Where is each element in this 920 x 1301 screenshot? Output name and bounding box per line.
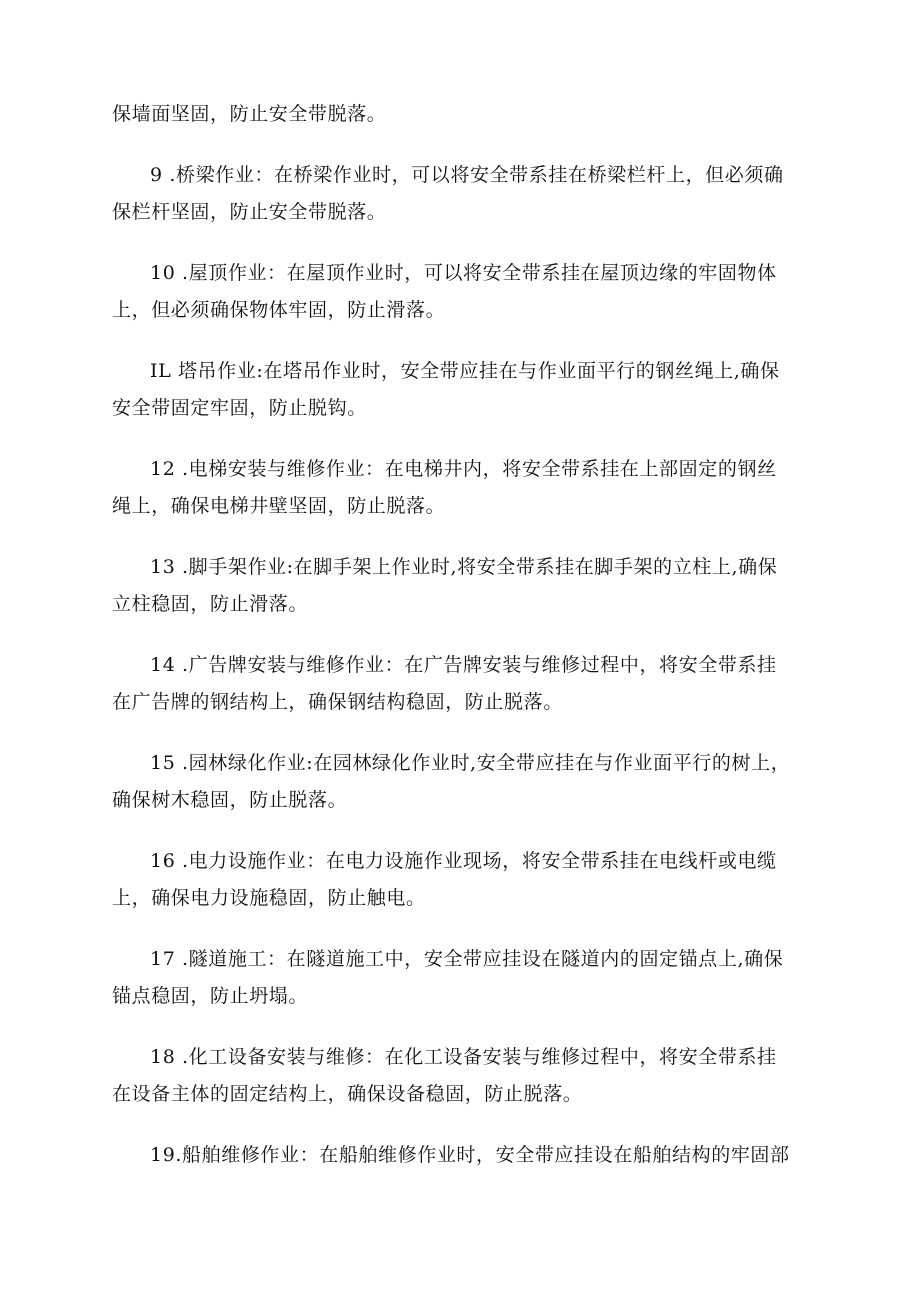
paragraph-17-line-1: 17 .隧道施工：在隧道施工中，安全带应挂设在隧道内的固定锚点上,确保 — [150, 948, 784, 970]
paragraph-11-line-1: IL 塔吊作业:在塔吊作业时，安全带应挂在与作业面平行的钢丝绳上,确保 — [150, 360, 780, 382]
paragraph-11-line-2: 安全带固定牢固，防止脱钩。 — [112, 397, 367, 419]
paragraph-16-line-1: 16 .电力设施作业：在电力设施作业现场，将安全带系挂在电线杆或电缆 — [150, 850, 777, 872]
document-body — [112, 96, 812, 1174]
paragraph-9-line-1: 9 .桥梁作业：在桥梁作业时，可以将安全带系挂在桥梁栏杆上，但必须确 — [150, 164, 784, 186]
paragraph-17-line-2: 锚点稳固，防止坍塌。 — [112, 985, 309, 1007]
paragraph-8-line-2: 保墙面坚固，防止安全带脱落。 — [112, 103, 387, 125]
paragraph-12-line-2: 绳上，确保电梯井壁坚固，防止脱落。 — [112, 495, 446, 517]
paragraph-10-line-2: 上，但必须确保物体牢固，防止滑落。 — [112, 299, 446, 321]
paragraph-15-line-1: 15 .园林绿化作业:在园林绿化作业时,安全带应挂在与作业面平行的树上， — [150, 752, 791, 774]
paragraph-13-line-2: 立柱稳固，防止滑落。 — [112, 593, 309, 615]
paragraph-15-line-2: 确保树木稳固，防止脱落。 — [112, 789, 348, 811]
paragraph-18-line-2: 在设备主体的固定结构上，确保设备稳固，防止脱落。 — [112, 1083, 583, 1105]
paragraph-12-line-1: 12 .电梯安装与维修作业：在电梯井内，将安全带系挂在上部固定的钢丝 — [150, 458, 777, 480]
paragraph-19-line-1: 19.船舶维修作业：在船舶维修作业时，安全带应挂设在船舶结构的牢固部 — [150, 1144, 790, 1166]
paragraph-10-line-1: 10 .屋顶作业：在屋顶作业时，可以将安全带系挂在屋顶边缘的牢固物体 — [150, 262, 777, 284]
paragraph-16-line-2: 上，确保电力设施稳固，防止触电。 — [112, 887, 426, 909]
paragraph-14-line-1: 14 .广告牌安装与维修作业：在广告牌安装与维修过程中，将安全带系挂 — [150, 654, 777, 676]
paragraph-14-line-2: 在广告牌的钢结构上，确保钢结构稳固，防止脱落。 — [112, 691, 563, 713]
paragraph-18-line-1: 18 .化工设备安装与维修：在化工设备安装与维修过程中，将安全带系挂 — [150, 1046, 777, 1068]
paragraph-13-line-1: 13 .脚手架作业:在脚手架上作业时,将安全带系挂在脚手架的立柱上,确保 — [150, 556, 778, 578]
paragraph-9-line-2: 保栏杆坚固，防止安全带脱落。 — [112, 201, 387, 223]
